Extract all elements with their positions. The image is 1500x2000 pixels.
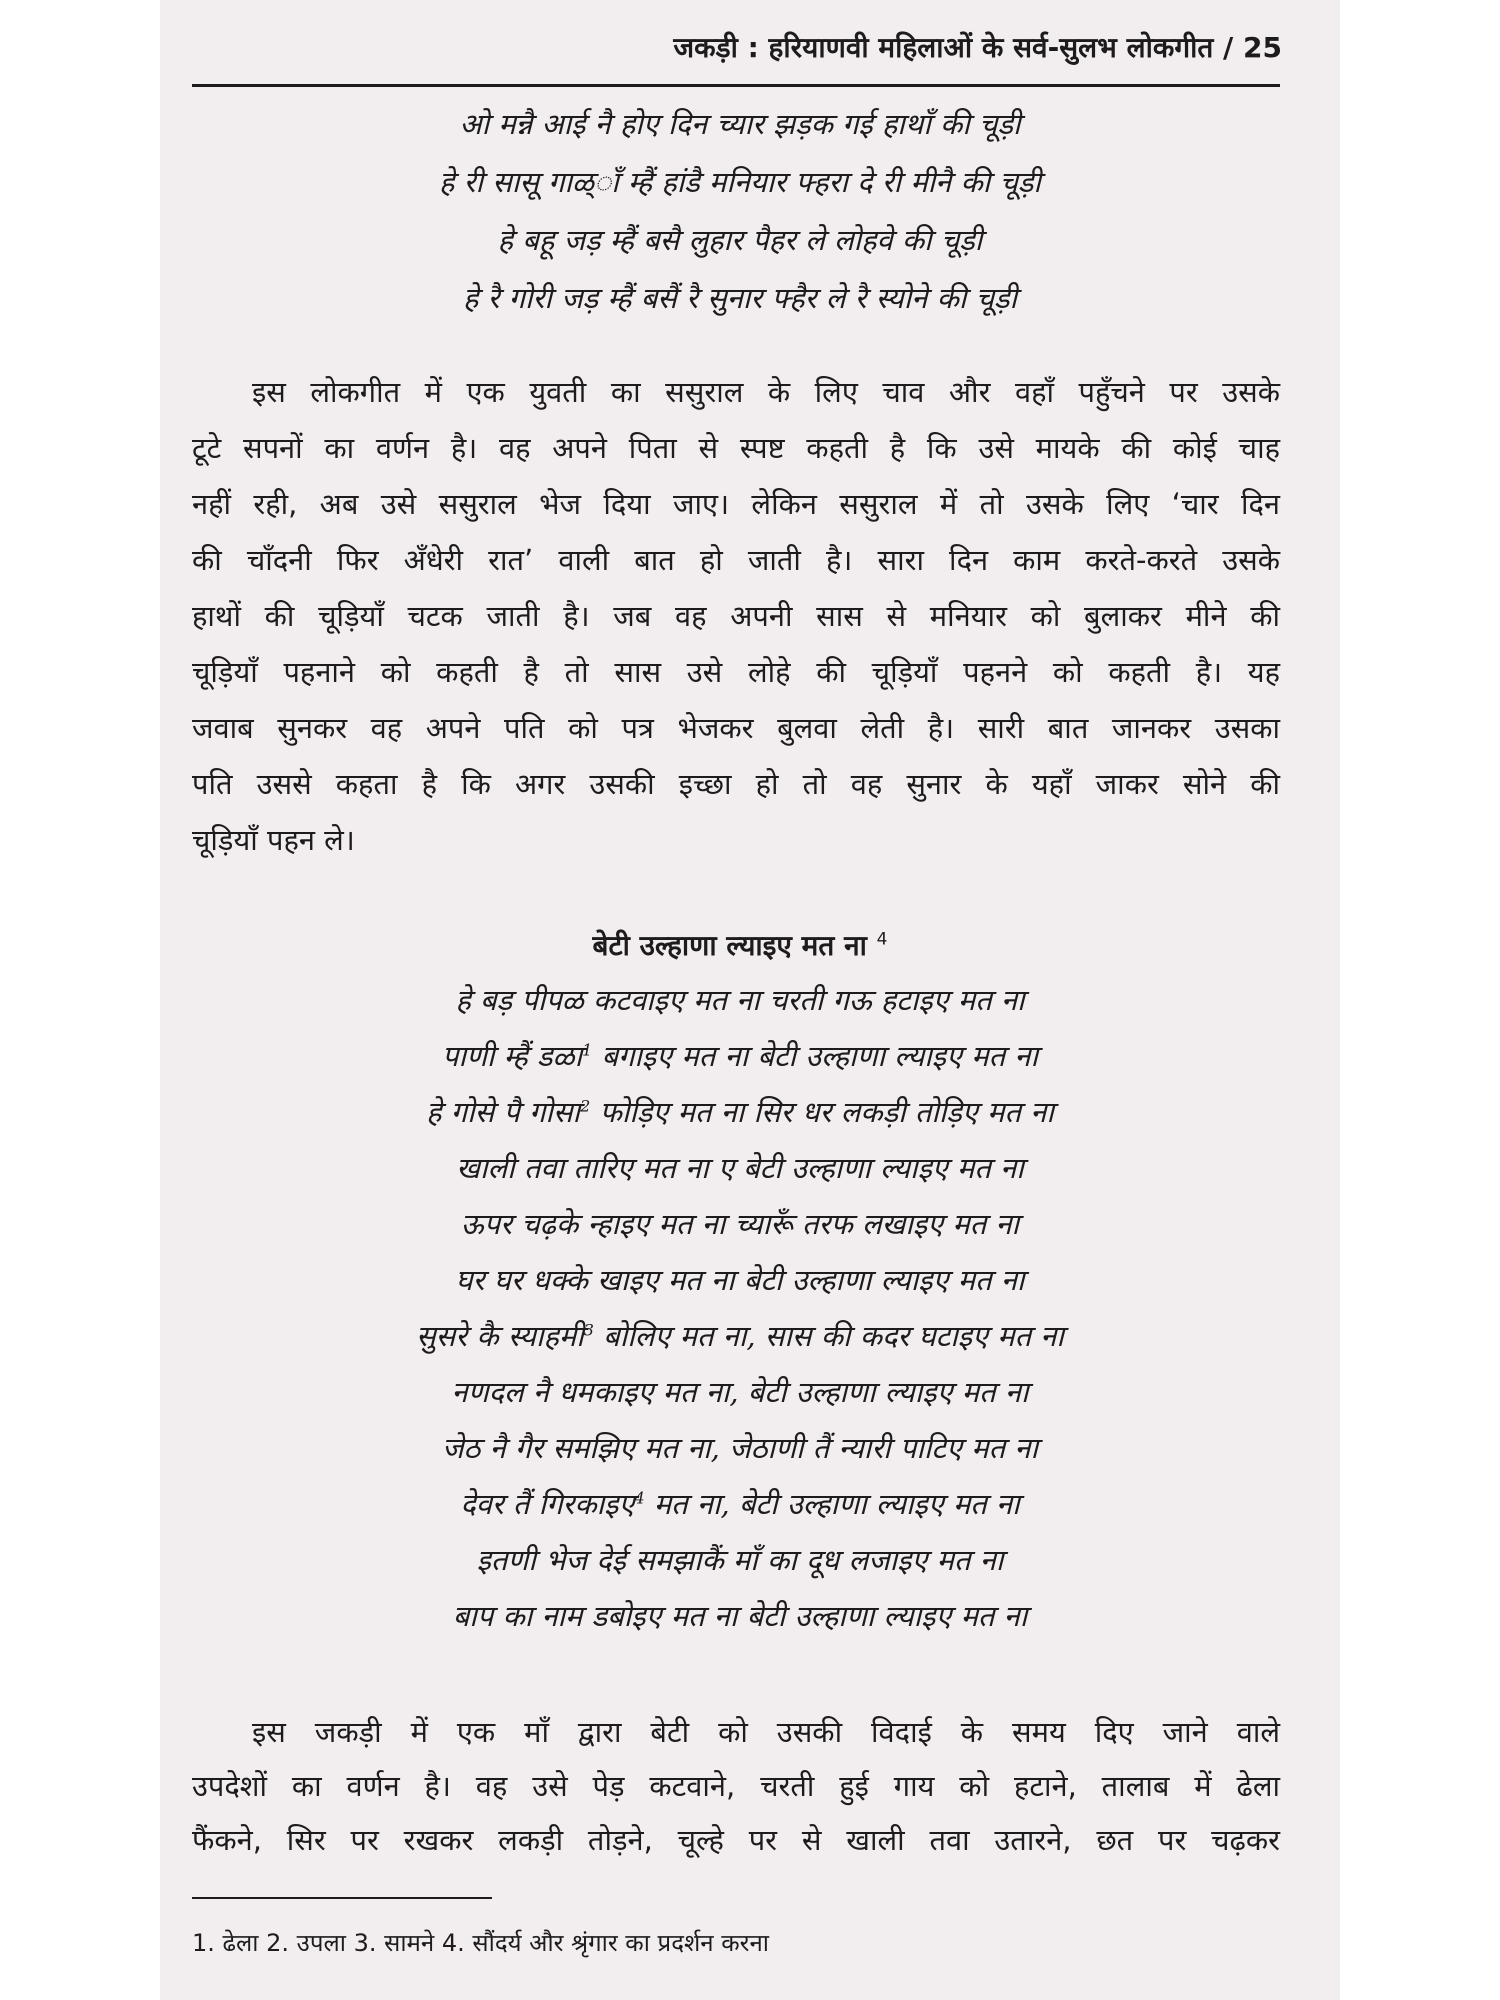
- paragraph-line: इस जकड़ी में एक माँ द्वारा बेटी को उसकी विदाई के समय दिए जाने वाले: [252, 1715, 1280, 1749]
- paragraph-line: हाथों की चूड़ियाँ चटक जाती है। जब वह अपनी सास से मनियार को बुलाकर मीने की: [192, 599, 1280, 633]
- footnote-marker: 4: [634, 1488, 645, 1508]
- verse-text: बगाइए मत ना बेटी उल्हाणा ल्याइए मत ना: [592, 1039, 1038, 1073]
- footnote-rule: [192, 1897, 492, 1899]
- footnote-marker: 3: [583, 1320, 594, 1340]
- footnotes: 1. ढेला 2. उपला 3. सामने 4. सौंदर्य और श्रृंगार का प्रदर्शन करना: [192, 1929, 770, 1957]
- verse-line: ऊपर चढ़के न्हाइए मत ना च्यारूँ तरफ लखाइए मत ना: [460, 1207, 1020, 1241]
- verse-line: [200, 1487, 1280, 1546]
- verse-text: पाणी म्हैं डळा: [441, 1039, 583, 1073]
- paragraph-line: इस लोकगीत में एक युवती का ससुराल के लिए चाव और वहाँ पहुँचने पर उसके: [252, 375, 1280, 409]
- verse-line: नणदल नै धमकाइए मत ना, बेटी उल्हाणा ल्याइए मत ना: [451, 1375, 1029, 1409]
- verse-line: घर घर धक्के खाइए मत ना बेटी उल्हाणा ल्याइए मत ना: [455, 1263, 1025, 1297]
- verse-line: खाली तवा तारिए मत ना ए बेटी उल्हाणा ल्याइए मत ना: [456, 1151, 1024, 1185]
- verse-line: हे बहू जड़ म्हैं बसै लुहार पैहर ले लोहवे की चूड़ी: [497, 223, 983, 257]
- verse-line: हे री सासू गाळ्ाँ म्हैं हांडै मनियार फ्हरा दे री मीनै की चूड़ी: [439, 165, 1041, 199]
- verse-text: देवर तैं गिरकाइए: [460, 1487, 635, 1521]
- verse-text: बोलिए मत ना, सास की कदर घटाइए मत ना: [593, 1319, 1064, 1353]
- verse-line: हे बड़ पीपळ कटवाइए मत ना चरती गऊ हटाइए मत ना: [455, 983, 1025, 1017]
- paragraph-line: चूड़ियाँ पहन ले।: [192, 823, 355, 857]
- running-title: जकड़ी : हरियाणवी महिलाओं के सर्व-सुलभ लोकगीत / 25: [673, 31, 1282, 64]
- paragraph-line: चूड़ियाँ पहनाने को कहती है तो सास उसे लोहे की चूड़ियाँ पहनने को कहती है। यह: [192, 655, 1280, 689]
- footnote-marker: 2: [580, 1096, 591, 1116]
- paragraph-line: पति उससे कहता है कि अगर उसकी इच्छा हो तो वह सुनार के यहाँ जाकर सोने की: [192, 767, 1280, 801]
- paragraph-line: जवाब सुनकर वह अपने पति को पत्र भेजकर बुलवा लेती है। सारी बात जानकर उसका: [192, 711, 1280, 745]
- paragraph-line: फैंकने, सिर पर रखकर लकड़ी तोड़ने, चूल्हे पर से खाली तवा उतारने, छत पर चढ़कर: [192, 1823, 1280, 1857]
- paragraph-line: नहीं रही, अब उसे ससुराल भेज दिया जाए। लेकिन ससुराल में तो उसके लिए ‘चार दिन: [192, 487, 1280, 521]
- verse-line: जेठ नै गैर समझिए मत ना, जेठाणी तैं न्यारी पाटिए मत ना: [442, 1431, 1038, 1465]
- paragraph-line: की चाँदनी फिर अँधेरी रात’ वाली बात हो जाती है। सारा दिन काम करते-करते उसके: [192, 543, 1280, 577]
- verse-line: इतणी भेज देई समझाकैं माँ का दूध लजाइए मत ना: [476, 1543, 1004, 1577]
- song-title: [200, 926, 1280, 964]
- verse-line: [200, 1095, 1280, 1154]
- song-stanza: [200, 983, 1280, 1658]
- explanation-paragraph: [192, 372, 1280, 876]
- footnote-marker: 4: [876, 929, 888, 950]
- verse-line: बाप का नाम डबोइए मत ना बेटी उल्हाणा ल्याइए मत ना: [452, 1599, 1028, 1633]
- header-rule: [192, 84, 1280, 87]
- verse-line: [200, 1039, 1280, 1098]
- verse-text: फोड़िए मत ना सिर धर लकड़ी तोड़िए मत ना: [590, 1095, 1054, 1129]
- verse-line: [200, 1319, 1280, 1378]
- paragraph-line: उपदेशों का वर्णन है। वह उसे पेड़ कटवाने, चरती हुई गाय को हटाने, तालाब में ढेला: [192, 1769, 1280, 1803]
- verse-line: ओ मन्नै आई नै होए दिन च्यार झड़क गई हाथाँ की चूड़ी: [459, 107, 1021, 141]
- verse-text: हे गोसे पै गोसा: [426, 1095, 581, 1129]
- running-header: [192, 28, 1282, 66]
- book-page: [160, 0, 1340, 2000]
- footnote-marker: 1: [582, 1040, 593, 1060]
- opening-stanza: [200, 107, 1280, 342]
- closing-paragraph: [192, 1712, 1280, 1874]
- verse-text: सुसरे कै स्याहमी: [416, 1319, 584, 1353]
- verse-line: हे रै गोरी जड़ म्हैं बसैं रै सुनार फ्हैर ले रै स्योने की चूड़ी: [462, 281, 1018, 315]
- song-title-text: बेटी उल्हाणा ल्याइए मत ना: [592, 929, 867, 962]
- verse-text: मत ना, बेटी उल्हाणा ल्याइए मत ना: [644, 1487, 1020, 1521]
- paragraph-line: टूटे सपनों का वर्णन है। वह अपने पिता से स्पष्ट कहती है कि उसे मायके की कोई चाह: [192, 431, 1280, 465]
